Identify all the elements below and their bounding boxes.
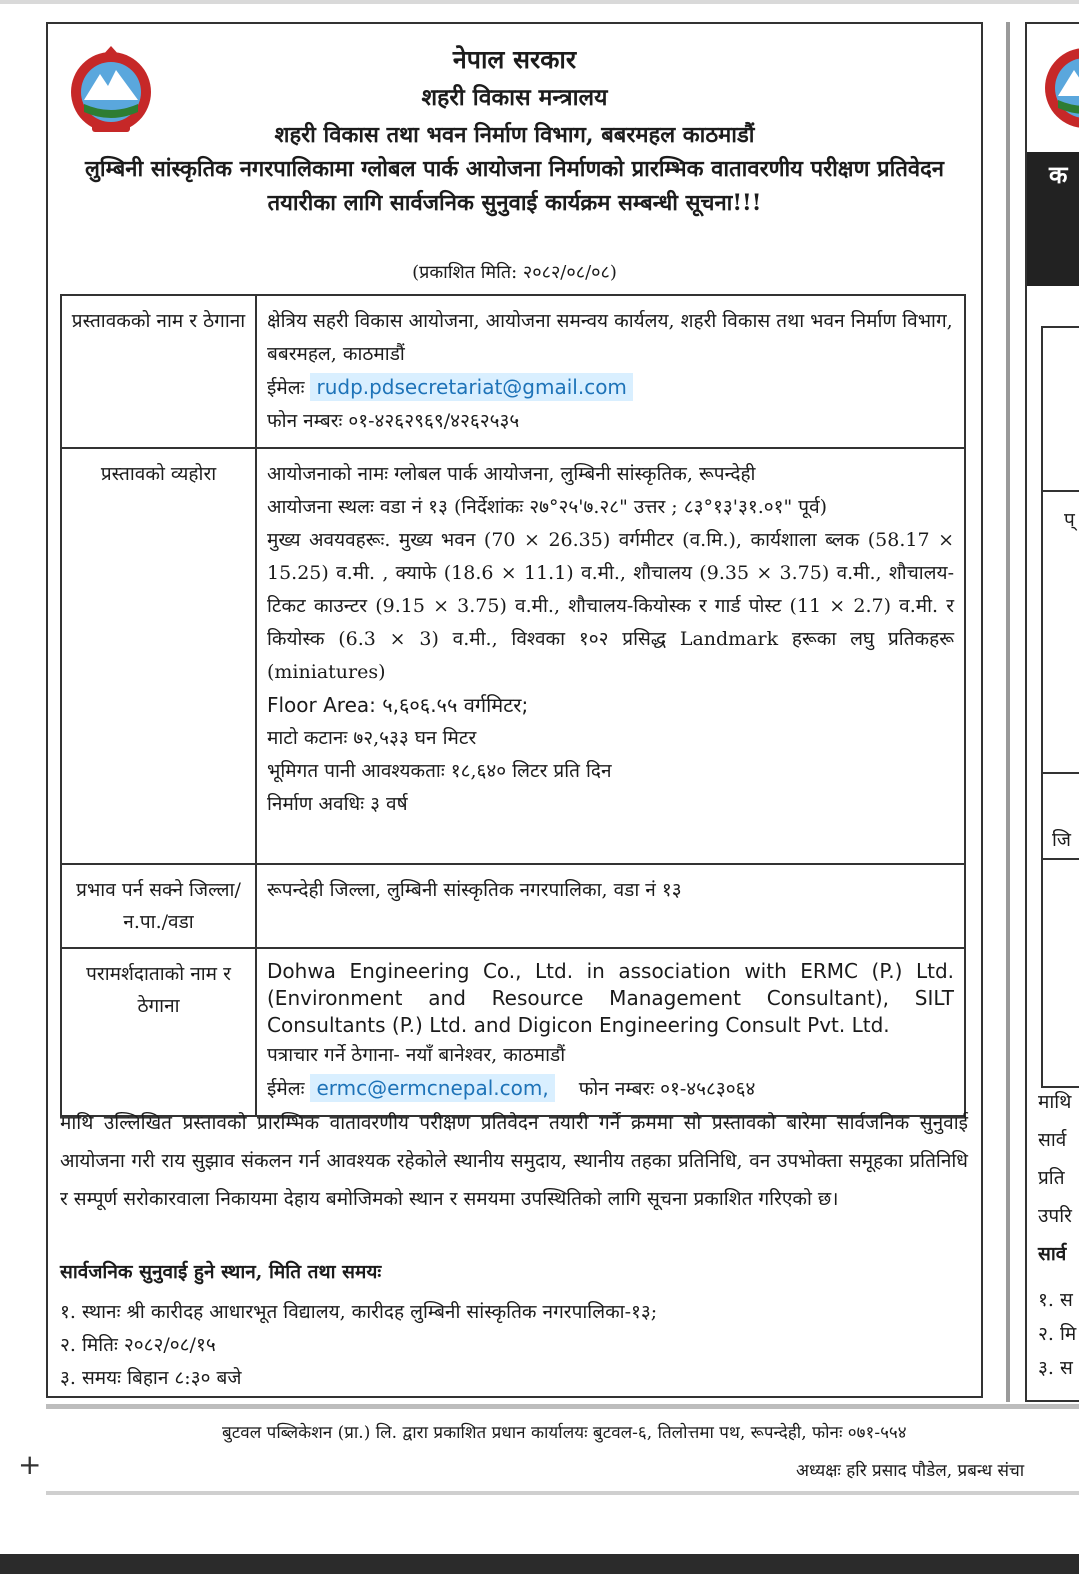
chairman-line: अध्यक्षः हरि प्रसाद पौडेल, प्रबन्ध संचा	[796, 1461, 1025, 1481]
footer-rule	[46, 1491, 1079, 1495]
table-row	[61, 948, 965, 1116]
row-value	[256, 295, 965, 448]
consultant-address: पत्राचार गर्ने ठेगाना- नयाँ बानेश्वर, काठमाडौं	[267, 1044, 566, 1066]
row-value: रूपन्देही जिल्ला, लुम्बिनी सांस्कृतिक नगरपालिका, वडा नं १३	[256, 864, 965, 948]
column-divider	[1006, 22, 1010, 1402]
floor-area: Floor Area: ५,६०६.५५ वर्गमिटर;	[267, 693, 529, 717]
neighbor-text: प्रति	[1038, 1167, 1065, 1189]
footer-rule	[46, 1404, 1079, 1409]
neighbor-table-divider	[1041, 772, 1079, 774]
neighbor-text: माथि	[1038, 1091, 1072, 1113]
project-components: मुख्य अवयवहरूः. मुख्य भवन (70 × 26.35) वर्गमीटर (व.मि.), कार्यशाला ब्लक (58.17 × 15.25) व.मी. , क्याफे (18.6 × 11.1) व.मी., शौचालय (9.35 × 3.75) व.मी., शौचालय-टिकट काउन्टर (9.15 × 3.75) व.मी., शौचालय-कियोस्क र गार्ड पोस्ट (11 × 2.7) व.मी. र कियोस्क (6.3 × 3) व.मी., विश्वका १०२ प्रसिद्ध Landmark हरूका लघु प्रतिकहरू (miniatures)	[267, 529, 954, 683]
consultant-name: Dohwa Engineering Co., Ltd. in association with ERMC (P.) Ltd. (Environment and Resource Management Consultant), SILT Consultants (P.) Ltd. and Digicon Engineering Consult Pvt. Ltd.	[267, 959, 954, 1037]
construction-duration: निर्माण अवधिः ३ वर्ष	[267, 793, 408, 815]
list-item: ३. समयः बिहान ८:३० बजे	[60, 1367, 242, 1389]
row-value	[256, 448, 965, 864]
published-date: (प्रकाशित मिति: २०८२/०८/०८)	[412, 262, 617, 283]
project-name: आयोजनाको नामः ग्लोबल पार्क आयोजना, लुम्बिनी सांस्कृतिक, रूपन्देही	[267, 463, 756, 485]
proponent-phone: फोन नम्बरः ०१-४२६२९६९/४२६२५३५	[267, 410, 520, 432]
government-heading: नेपाल सरकार	[452, 45, 577, 74]
row-label: प्रस्तावको व्यहोरा	[61, 448, 256, 864]
list-item: २. मितिः २०८२/०८/१५	[60, 1334, 216, 1356]
neighbor-table	[1041, 326, 1079, 1088]
venue-list	[60, 1296, 657, 1395]
proponent-email-link[interactable]: rudp.pdsecretariat@gmail.com	[310, 373, 632, 401]
notice-table	[60, 294, 966, 1117]
neighbor-text: २. मि	[1038, 1323, 1077, 1345]
consultant-email-link[interactable]: ermc@ermcnepal.com,	[310, 1074, 554, 1102]
neighbor-text: जि	[1052, 829, 1072, 851]
ministry-heading: शहरी विकास मन्त्रालय	[421, 84, 608, 111]
list-item: १. स्थानः श्री कारीदह आधारभूत विद्यालय, कारीदह लुम्बिनी सांस्कृतिक नगरपालिका-१३;	[60, 1301, 658, 1323]
excavation: माटो कटानः ७२,५३३ घन मिटर	[267, 727, 477, 749]
neighbor-title-bar	[1027, 152, 1079, 286]
neighbor-text: १. स	[1038, 1289, 1073, 1311]
consultant-phone: फोन नम्बरः ०१-४५८३०६४	[578, 1078, 756, 1100]
consultant-contact	[267, 1072, 954, 1106]
email-label: ईमेलः	[267, 377, 305, 399]
top-rule	[0, 0, 1079, 4]
proponent-email-line	[267, 371, 954, 405]
notice-frame	[46, 22, 983, 1398]
bottom-bar	[0, 1554, 1079, 1574]
registration-mark-icon: +	[18, 1448, 42, 1481]
neighbor-table-divider	[1041, 490, 1079, 492]
project-site: आयोजना स्थलः वडा नं १३ (निर्देशांकः २७°२५'७.२८" उत्तर ; ८३°१३'३१.०१" पूर्व)	[267, 496, 828, 518]
neighbor-emblem-icon	[1036, 38, 1079, 132]
email-label: ईमेलः	[267, 1078, 305, 1100]
table-row	[61, 448, 965, 864]
table-row	[61, 295, 965, 448]
row-value	[256, 948, 965, 1116]
department-heading: शहरी विकास तथा भवन निर्माण विभाग, बबरमहल काठमाडौं	[274, 122, 755, 148]
neighbor-text: उपरि	[1038, 1205, 1072, 1227]
neighbor-text: ३. स	[1038, 1357, 1073, 1379]
notice-title: लुम्बिनी सांस्कृतिक नगरपालिकामा ग्लोबल पार्क आयोजना निर्माणको प्रारम्भिक वातावरणीय परीक्षण प्रतिवेदन तयारीका लागि सार्वजनिक सुनुवाई कार्यक्रम सम्बन्धी सूचना!!!	[84, 156, 945, 216]
proponent-address: क्षेत्रिय सहरी विकास आयोजना, आयोजना समन्वय कार्यलय, शहरी विकास तथा भवन निर्माण विभाग, बबरमहल, काठमाडौं	[267, 310, 953, 365]
venue-title: सार्वजनिक सुनुवाई हुने स्थान, मिति तथा समयः	[60, 1261, 382, 1283]
row-label: परामर्शदाताको नाम र ठेगाना	[61, 948, 256, 1116]
neighbor-title-glyph: क	[1049, 160, 1068, 189]
neighbor-text: प्	[1064, 509, 1075, 531]
neighbor-table-divider	[1041, 858, 1079, 860]
neighbor-text: सार्व	[1038, 1129, 1067, 1151]
table-row	[61, 864, 965, 948]
neighbor-text: सार्व	[1038, 1243, 1067, 1265]
row-label: प्रस्तावकको नाम र ठेगाना	[61, 295, 256, 448]
row-label: प्रभाव पर्न सक्ने जिल्ला/न.पा./वडा	[61, 864, 256, 948]
publisher-line: बुटवल पब्लिकेशन (प्रा.) लि. द्वारा प्रकाशित प्रधान कार्यालयः बुटवल-६, तिलोत्तमा पथ, रूपन्देही, फोनः ०७१-५५४	[222, 1423, 907, 1443]
notice-body: माथि उल्लिखित प्रस्तावको प्रारम्भिक वातावरणीय परीक्षण प्रतिवेदन तयारी गर्ने क्रममा सो प्रस्तावको बारेमा सार्वजनिक सुनुवाई आयोजना गरी राय सुझाव संकलन गर्न आवश्यक रहेकोले स्थानीय समुदाय, स्थानीय तहका प्रतिनिधि, वन उपभोक्ता समूहका प्रतिनिधि र सम्पूर्ण सरोकारवाला निकायमा देहाय बमोजिमको स्थान र समयमा उपस्थितिको लागि सूचना प्रकाशित गरिएको छ।	[60, 1112, 968, 1210]
water-requirement: भूमिगत पानी आवश्यकताः १८,६४० लिटर प्रति दिन	[267, 760, 612, 782]
